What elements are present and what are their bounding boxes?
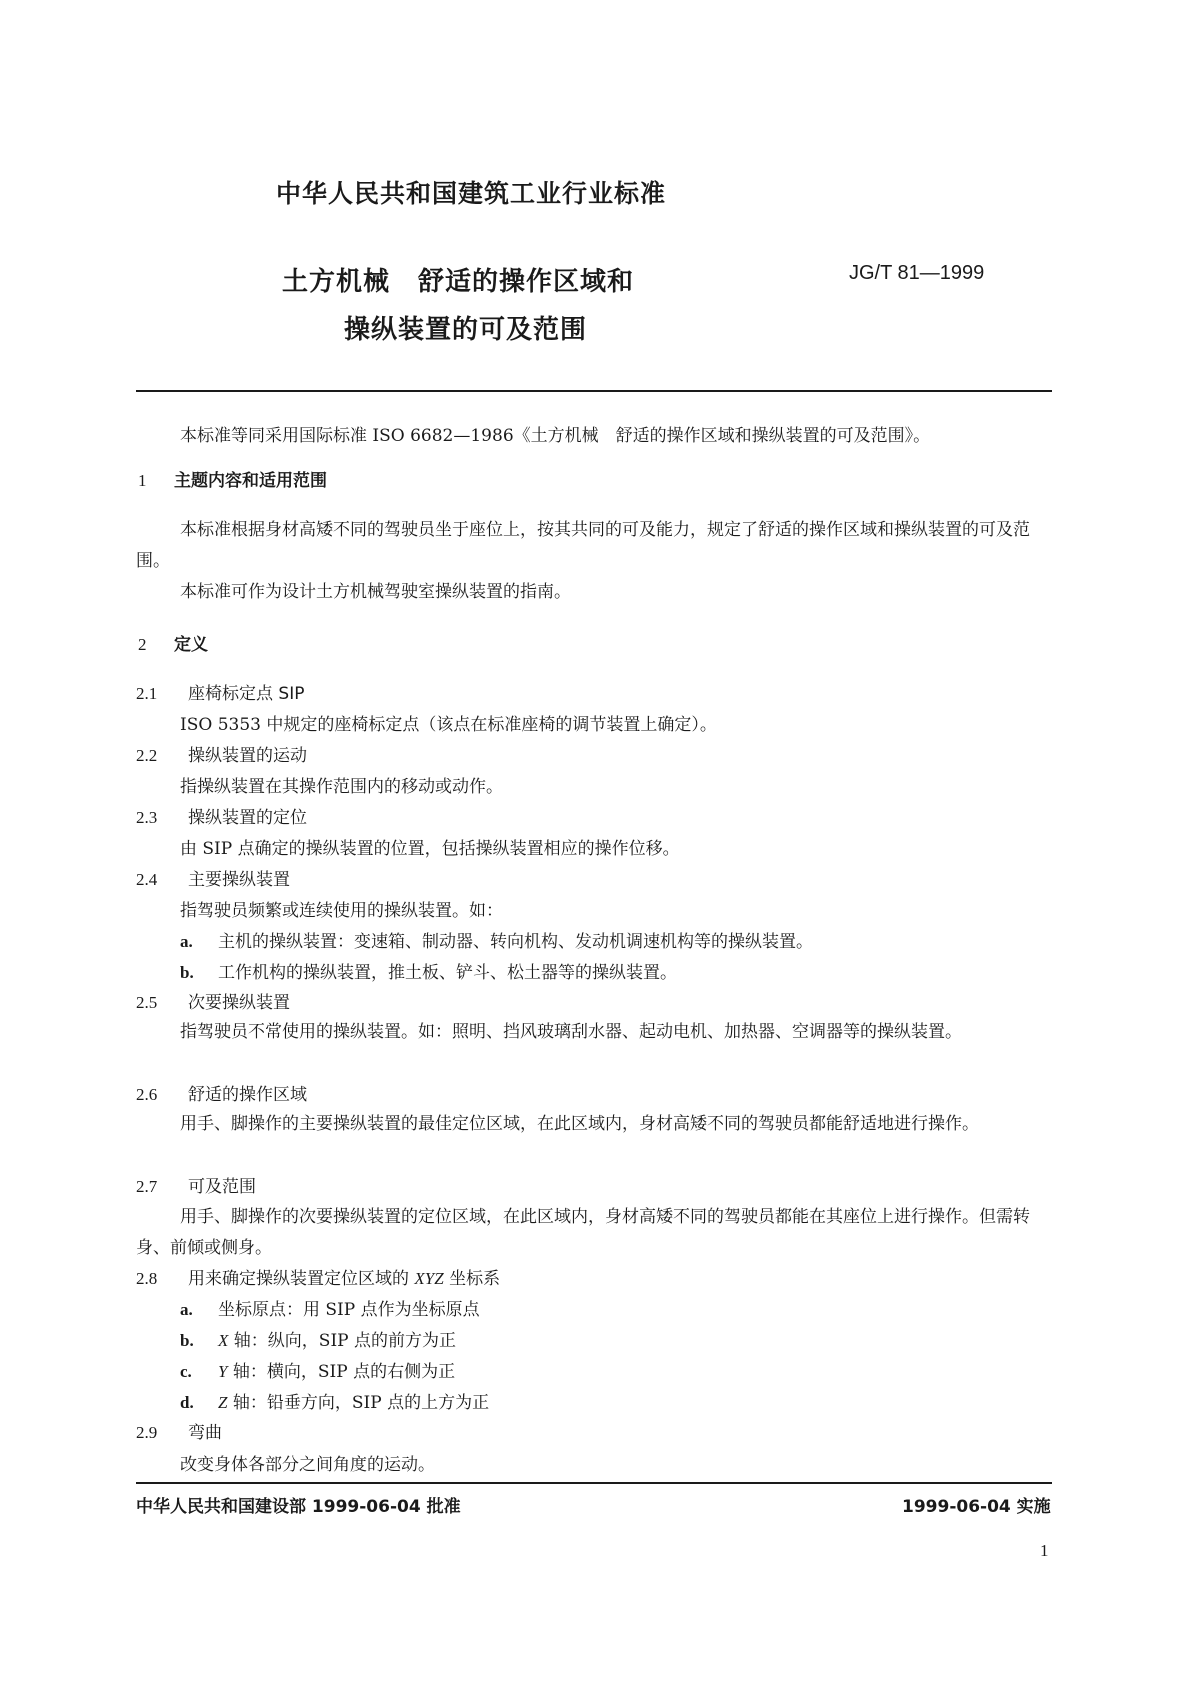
def-2-3-heading — [136, 803, 307, 828]
def-2-2-text: 指操纵装置在其操作范围内的移动或动作。 — [180, 777, 503, 797]
def-title: 弯曲 — [188, 1423, 222, 1443]
def-2-7-heading — [136, 1172, 256, 1197]
page-number: 1 — [1040, 1541, 1049, 1560]
def-2-1-heading — [136, 679, 304, 704]
def-2-8-heading — [136, 1264, 500, 1289]
def-number: 2.1 — [136, 684, 158, 703]
section-number: 2 — [138, 635, 147, 654]
document-title — [282, 258, 634, 354]
xyz-label: XYZ — [414, 1269, 444, 1288]
def-title-suffix: 坐标系 — [449, 1269, 501, 1289]
approval-line: 中华人民共和国建设部 1999-06-04 批准 — [136, 1497, 461, 1517]
top-divider — [136, 390, 1052, 392]
def-2-4-text: 指驾驶员频繁或连续使用的操纵装置。如： — [180, 901, 503, 921]
bottom-divider — [136, 1482, 1052, 1484]
def-number: 2.5 — [136, 993, 158, 1012]
axis-label: Y — [218, 1362, 228, 1381]
item-label: b. — [180, 1331, 194, 1350]
def-number: 2.3 — [136, 808, 158, 827]
def-2-8-item-c — [180, 1357, 455, 1382]
document-title-part-b: 舒适的操作区域和 — [418, 267, 635, 297]
item-text: 主机的操纵装置：变速箱、制动器、转向机构、发动机调速机构等的操纵装置。 — [218, 932, 813, 952]
document-title-part-a: 土方机械 — [282, 267, 391, 297]
section-1-paragraph-1: 本标准根据身材高矮不同的驾驶员坐于座位上，按其共同的可及能力，规定了舒适的操作区域和操纵装置的可及范围。 — [136, 520, 1030, 571]
document-title-line2: 操纵装置的可及范围 — [344, 315, 588, 345]
item-label: c. — [180, 1362, 192, 1381]
item-text: 轴：铅垂方向，SIP 点的上方为正 — [232, 1393, 490, 1413]
def-2-5-text: 指驾驶员不常使用的操纵装置。如：照明、挡风玻璃刮水器、起动电机、加热器、空调器等的操纵装置。 — [180, 1022, 962, 1042]
def-2-2-heading — [136, 741, 307, 766]
section-1-heading — [138, 466, 327, 491]
def-2-7-text: 用手、脚操作的次要操纵装置的定位区域，在此区域内，身材高矮不同的驾驶员都能在其座位上进行操作。但需转身、前倾或侧身。 — [136, 1207, 1030, 1258]
axis-label: Z — [218, 1393, 228, 1412]
def-2-9-text: 改变身体各部分之间角度的运动。 — [180, 1455, 435, 1475]
section-2-heading — [138, 630, 208, 655]
def-number: 2.7 — [136, 1177, 158, 1196]
section-title: 定义 — [174, 635, 208, 655]
def-2-8-item-d — [180, 1388, 489, 1413]
section-title: 主题内容和适用范围 — [174, 471, 327, 491]
def-2-9-heading — [136, 1418, 222, 1443]
def-title: 用来确定操纵装置定位区域的 — [188, 1269, 409, 1289]
def-title: 操纵装置的运动 — [188, 746, 307, 766]
def-2-4-item-b — [180, 958, 677, 983]
def-title: 次要操纵装置 — [188, 993, 290, 1013]
axis-label: X — [218, 1331, 229, 1350]
item-text: 轴：纵向，SIP 点的前方为正 — [233, 1331, 456, 1351]
implementation-date: 1999-06-04 实施 — [902, 1497, 1051, 1517]
intro-paragraph: 本标准等同采用国际标准 ISO 6682—1986《土方机械 舒适的操作区域和操纵装置的可及范围》。 — [180, 426, 931, 446]
def-title: 可及范围 — [188, 1177, 256, 1197]
issuing-body-title: 中华人民共和国建筑工业行业标准 — [276, 179, 667, 208]
standard-code: JG/T 81—1999 — [849, 262, 985, 284]
section-number: 1 — [138, 471, 147, 490]
def-2-1-text: ISO 5353 中规定的座椅标定点（该点在标准座椅的调节装置上确定）。 — [180, 715, 717, 735]
def-2-8-item-b — [180, 1326, 456, 1351]
def-number: 2.8 — [136, 1269, 158, 1288]
item-label: d. — [180, 1393, 194, 1412]
def-2-4-item-a — [180, 927, 813, 952]
item-label: a. — [180, 1300, 193, 1319]
def-title: 舒适的操作区域 — [188, 1085, 307, 1105]
section-1-paragraph-2: 本标准可作为设计土方机械驾驶室操纵装置的指南。 — [180, 582, 571, 602]
def-2-3-text: 由 SIP 点确定的操纵装置的位置，包括操纵装置相应的操作位移。 — [180, 839, 680, 859]
def-2-8-item-a — [180, 1295, 480, 1320]
item-label: a. — [180, 932, 193, 951]
def-title: 主要操纵装置 — [188, 870, 290, 890]
item-text: 工作机构的操纵装置，推土板、铲斗、松土器等的操纵装置。 — [218, 963, 677, 983]
item-text: 轴：横向，SIP 点的右侧为正 — [232, 1362, 456, 1382]
def-title: 座椅标定点 SIP — [188, 684, 305, 704]
def-number: 2.6 — [136, 1085, 158, 1104]
def-2-5-heading — [136, 988, 290, 1013]
def-2-6-text: 用手、脚操作的主要操纵装置的最佳定位区域，在此区域内，身材高矮不同的驾驶员都能舒适地进行操作。 — [180, 1114, 979, 1134]
def-number: 2.9 — [136, 1423, 158, 1442]
def-number: 2.4 — [136, 870, 158, 889]
item-label: b. — [180, 963, 194, 982]
def-title: 操纵装置的定位 — [188, 808, 307, 828]
item-text: 坐标原点：用 SIP 点作为坐标原点 — [218, 1300, 480, 1320]
def-2-6-heading — [136, 1080, 307, 1105]
def-number: 2.2 — [136, 746, 158, 765]
def-2-4-heading — [136, 865, 290, 890]
